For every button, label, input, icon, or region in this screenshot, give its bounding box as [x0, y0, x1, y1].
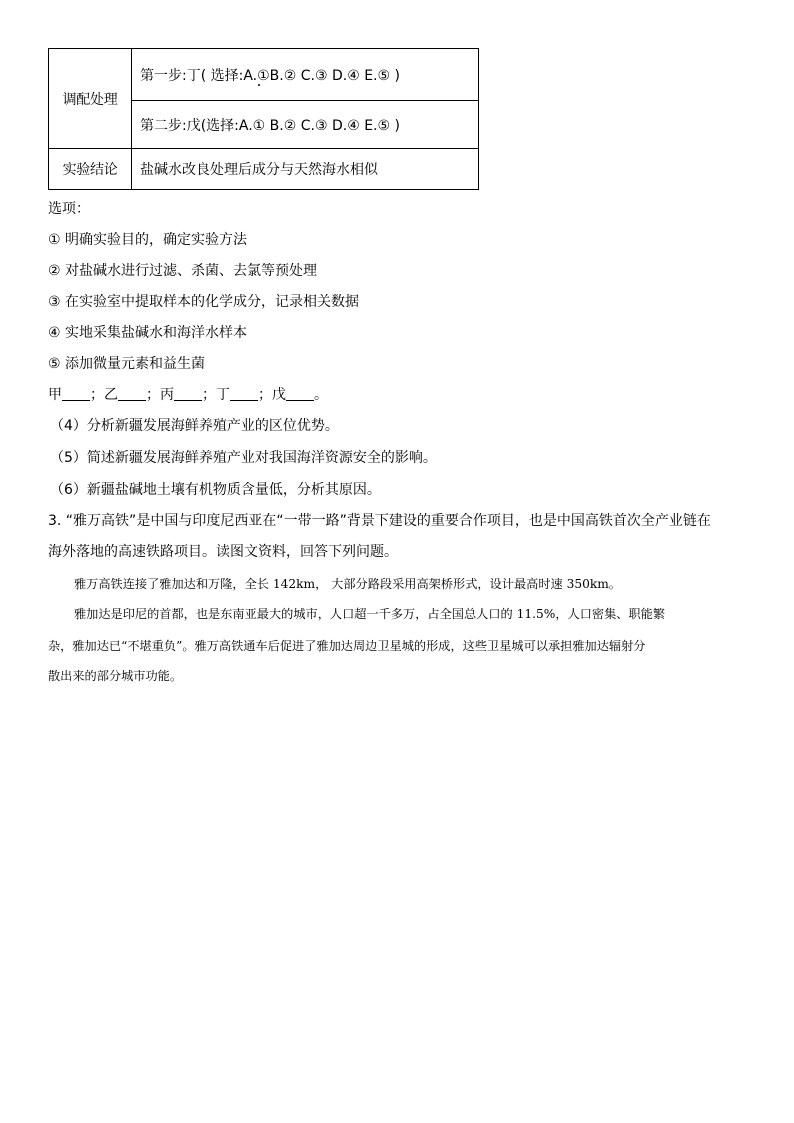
answer-blank-bing[interactable] [174, 386, 202, 401]
fill-label-jia: 甲 [48, 387, 62, 403]
table-row [49, 49, 479, 101]
problem-3-line-2: 海外落地的高速铁路项目。读图文资料，回答下列问题。 [48, 544, 398, 560]
fill-end-mark: 。 [314, 387, 328, 403]
step-one-cell: 第一步:丁( 选择:A.①B.② C.③ D.④ E.⑤ ) [132, 49, 479, 101]
fill-label-ding: ；丁 [202, 387, 230, 403]
procedure-table [48, 48, 479, 190]
option-item: ① 明确实验目的，确定实验方法 [48, 232, 248, 248]
fill-in-line [48, 386, 328, 404]
fill-label-bing: ；丙 [146, 387, 174, 403]
step-two-cell: 第二步:戊(选择:A.① B.② C.③ D.④ E.⑤ ) [132, 101, 479, 149]
option-item: ⑤ 添加微量元素和益生菌 [48, 356, 206, 372]
passage-line: 杂，雅加达已“不堪重负”。雅万高铁通车后促进了雅加达周边卫星城的形成，这些卫星城可以承担雅加达辐射分 [48, 639, 646, 653]
fill-label-yi: ；乙 [90, 387, 118, 403]
row-label-conclusion: 实验结论 [49, 149, 132, 190]
answer-blank-yi[interactable] [118, 386, 146, 401]
passage-line: 雅万高铁连接了雅加达和万隆，全长 142km， 大部分路段采用高架桥形式，设计最高时速 350km。 [74, 577, 621, 591]
fill-label-wu: ；戊 [258, 387, 286, 403]
table-row [49, 149, 479, 190]
question-5: （5）简述新疆发展海鲜养殖产业对我国海洋资源安全的影响。 [50, 450, 437, 466]
question-6: （6）新疆盐碱地土壤有机物质含量低，分析其原因。 [50, 482, 381, 498]
answer-blank-ding[interactable] [230, 386, 258, 401]
option-item: ④ 实地采集盐碱水和海洋水样本 [48, 325, 248, 341]
option-item: ③ 在实验室中提取样本的化学成分，记录相关数据 [48, 294, 359, 310]
row-label-processing: 调配处理 [49, 49, 132, 149]
conclusion-cell: 盐碱水改良处理后成分与天然海水相似 [132, 149, 479, 190]
answer-blank-jia[interactable] [62, 386, 90, 401]
passage-line: 散出来的部分城市功能。 [48, 669, 183, 683]
passage-line: 雅加达是印尼的首都，也是东南亚最大的城市，人口超一千多万，占全国总人口的 11.5%，人口密集、职能繁 [74, 607, 666, 621]
question-4: （4）分析新疆发展海鲜养殖产业的区位优势。 [50, 418, 339, 434]
option-item: ② 对盐碱水进行过滤、杀菌、去氯等预处理 [48, 263, 317, 279]
options-heading: 选项： [48, 201, 90, 217]
stray-dot [258, 84, 260, 86]
answer-blank-wu[interactable] [286, 386, 314, 401]
problem-3-line-1: 3. “雅万高铁”是中国与印度尼西亚在“一带一路”背景下建设的重要合作项目，也是中国高铁首次全产业链在 [48, 513, 711, 529]
